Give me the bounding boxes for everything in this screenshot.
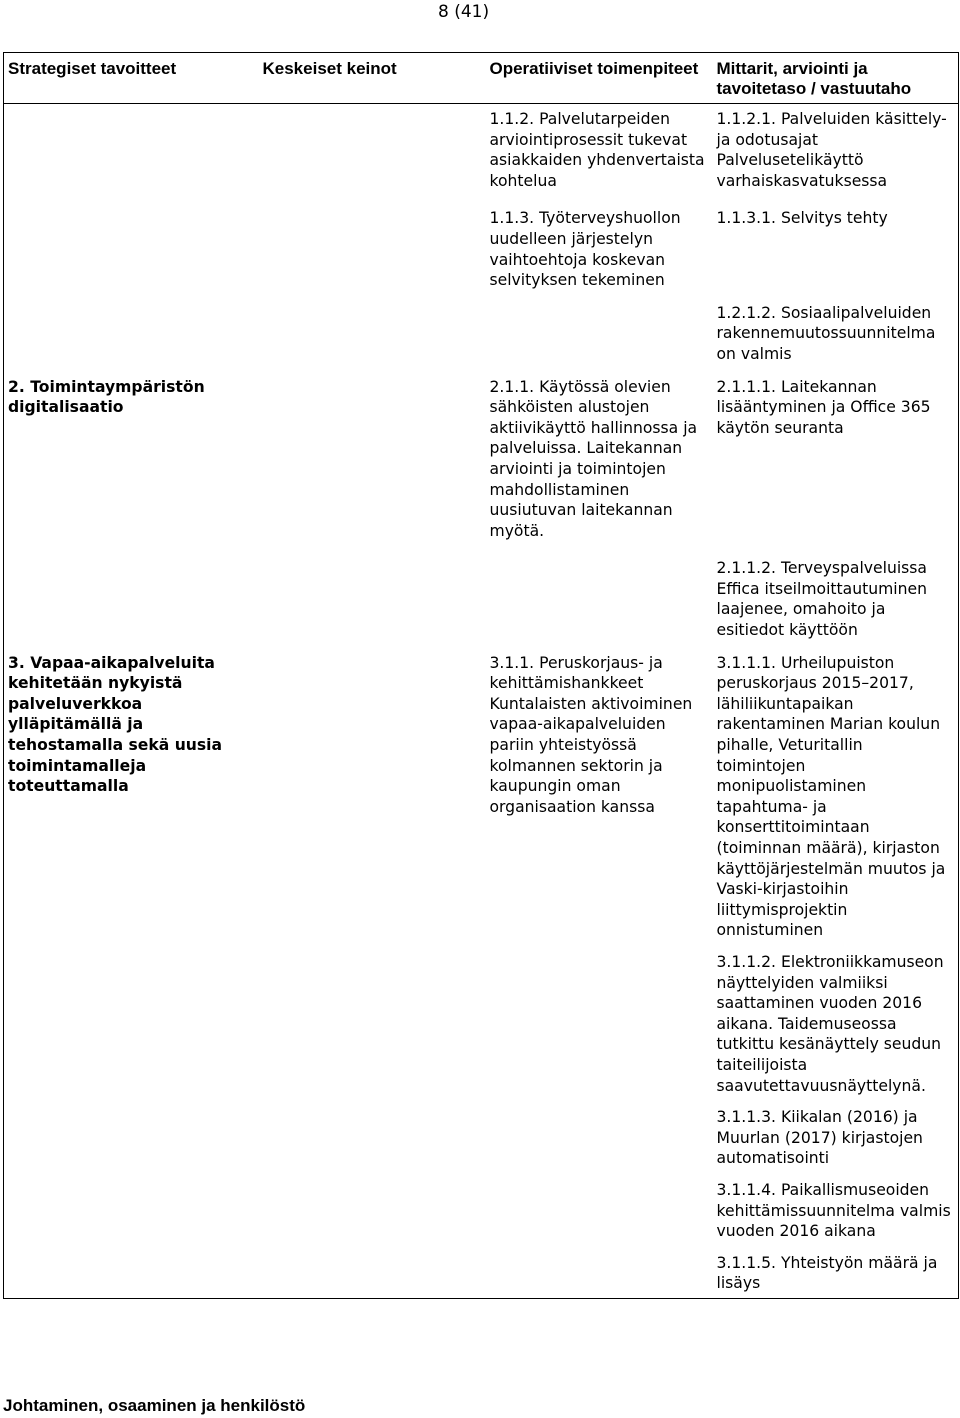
action-cell: 1.1.3. Työterveyshuollon uudelleen järjestelyn vaihtoehtoja koskevan selvityksen tekeminen — [489, 209, 681, 290]
action-cell: 2.1.1. Käytössä olevien sähköisten alustojen aktiivikäyttö hallinnossa ja palveluissa. Laitekannan arviointi ja toimintojen mahdollistaminen uusiutuvan laitekannan myötä. — [489, 377, 698, 540]
table-row — [4, 104, 959, 203]
metric-cell: 2.1.1.2. Terveyspalveluissa Effica itseilmoittautuminen laajenee, omahoito ja esitiedot käyttöön — [716, 559, 927, 640]
header-key-means: Keskeiset keinot — [259, 53, 486, 104]
header-metrics: Mittarit, arviointi ja tavoitetaso / vastuutaho — [713, 53, 959, 104]
page-number: 8 (41) — [438, 2, 490, 22]
table-row — [4, 202, 959, 301]
header-operational-actions: Operatiiviset toimenpiteet — [486, 53, 713, 104]
table-row — [4, 376, 959, 553]
metric-cell: 1.1.2.1. Palveluiden käsittely- ja odotusajat Palvelusetelikäyttö varhaiskasvatuksessa — [716, 110, 947, 190]
metric-cell: 3.1.1.1. Urheilupuiston peruskorjaus 2015–2017, lähiliikuntapaikan rakentaminen Marian koulun pihalle, Veturitallin toimintojen monipuolistaminen tapahtuma- ja konserttitoimintaan (toiminnan määrä), kirjaston käyttöjärjestelmän muutos ja Vaski-kirjastoihin liittymisprojektin onnistuminen 3.1.1.2. Elektroniikkamuseon näyttelyiden valmiiksi saattaminen vuoden 2016 aikana. Taidemuseossa tutkittu kesänäyttely seudun taiteilijoista saavutettavuusnäyttelynä. 3.1.1.3. Kiikalan (2016) ja Muurlan (2017) kirjastojen automatisointi 3.1.1.4. Paikallismuseoiden kehittämissuunnitelma valmis vuoden 2016 aikana 3.1.1.5. Yhteistyön määrä ja lisäys — [716, 653, 951, 1293]
goal-cell: 3. Vapaa-aikapalveluita kehitetään nykyistä palveluverkkoa ylläpitämällä ja tehostamalla sekä uusia toimintamalleja toteuttamalla — [8, 653, 223, 796]
table-header-row — [4, 53, 959, 104]
metric-cell: 1.2.1.2. Sosiaalipalveluiden rakennemuutossuunnitelma on valmis — [716, 303, 936, 363]
metric-cell: 2.1.1.1. Laitekannan lisääntyminen ja Office 365 käytön seuranta — [716, 377, 931, 437]
action-cell: 3.1.1. Peruskorjaus- ja kehittämishankkeet Kuntalaisten aktivoiminen vapaa-aikapalveluiden pariin yhteistyössä kolmannen sektorin ja kaupungin oman organisaation kanssa — [489, 653, 693, 816]
table-row — [4, 302, 959, 376]
metric-cell: 1.1.3.1. Selvitys tehty — [716, 209, 888, 228]
action-cell: 1.1.2. Palvelutarpeiden arviointiprosessit tukevat asiakkaiden yhdenvertaista kohtelua — [489, 110, 705, 190]
footer-section-title: Johtaminen, osaaminen ja henkilöstö — [3, 1396, 306, 1415]
table-row — [4, 652, 959, 1299]
table-row — [4, 552, 959, 651]
header-strategic-goals: Strategiset tavoitteet — [4, 53, 259, 104]
goal-cell: 2. Toimintaympäristön digitalisaatio — [8, 377, 205, 417]
strategy-table — [3, 52, 959, 1299]
